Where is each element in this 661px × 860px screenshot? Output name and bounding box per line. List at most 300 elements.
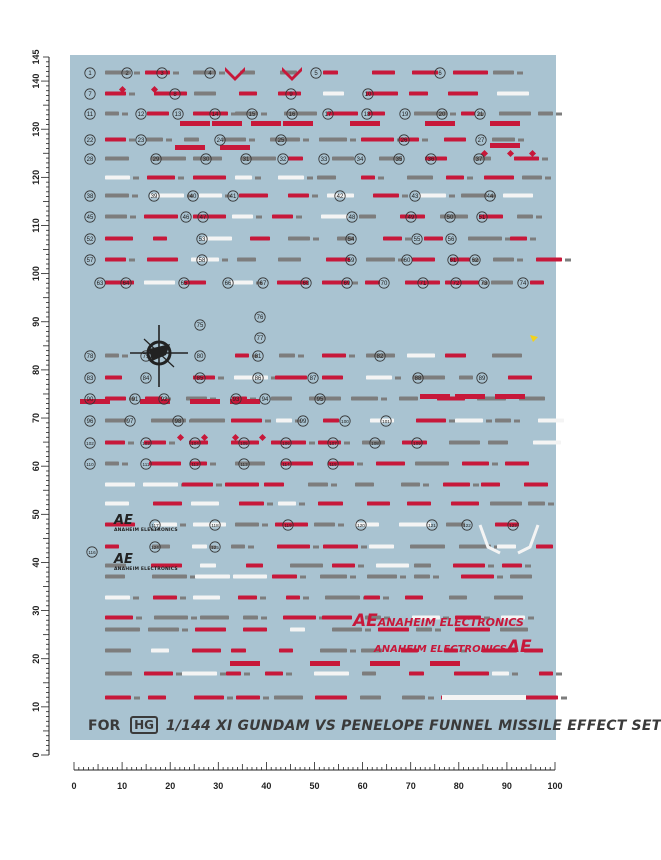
red-band-decal-icon <box>180 121 210 126</box>
red-band-decal-icon <box>490 121 520 126</box>
decal-number-label: 2 <box>125 71 129 78</box>
missile-decal-icon <box>105 575 125 579</box>
missile-decal-icon <box>523 696 558 700</box>
missile-decal-icon <box>134 697 140 700</box>
missile-decal-icon <box>278 258 301 262</box>
ruler-label: 100 <box>31 266 41 282</box>
missile-decal-icon <box>267 503 273 506</box>
missile-decal-icon <box>499 112 531 116</box>
decal-number-label: 14 <box>211 112 219 119</box>
missile-decal-icon <box>542 158 548 161</box>
red-band-decal-icon <box>425 121 455 126</box>
missile-decal-icon <box>220 673 226 676</box>
missile-decal-icon <box>367 575 397 579</box>
ruler-label: 60 <box>31 461 41 472</box>
missile-decal-icon <box>412 258 435 262</box>
decal-number-label: 50 <box>446 215 454 222</box>
decal-number-marker <box>342 278 352 288</box>
missile-decal-icon <box>290 564 323 568</box>
missile-decal-icon <box>286 596 300 600</box>
decal-number-label: 86 <box>254 376 262 383</box>
decal-number-label: 21 <box>476 112 484 119</box>
missile-decal-icon <box>314 523 335 527</box>
missile-decal-icon <box>272 575 297 579</box>
decal-number-label: 103 <box>142 441 150 447</box>
decal-number-marker <box>508 520 518 530</box>
ruler-label: 145 <box>31 49 41 65</box>
missile-decal-icon <box>144 281 175 285</box>
decal-number-marker <box>281 459 291 469</box>
ae-logo-small-2 <box>114 552 178 572</box>
missile-decal-icon <box>524 483 548 487</box>
decal-number-label: 104 <box>191 441 199 447</box>
decal-number-label: 44 <box>486 194 494 201</box>
decal-sheet <box>70 55 661 740</box>
ruler-label: 20 <box>165 781 176 791</box>
missile-decal-icon <box>517 259 523 262</box>
missile-decal-icon <box>548 503 554 506</box>
decal-number-label: 49 <box>407 215 415 222</box>
decal-number-marker <box>412 438 422 448</box>
decal-number-label: 111 <box>142 462 150 468</box>
decal-number-marker <box>381 416 391 426</box>
decal-number-marker <box>85 89 95 99</box>
decal-number-label: 64 <box>122 281 130 288</box>
missile-decal-icon <box>264 483 284 487</box>
missile-decal-icon <box>461 194 487 198</box>
missile-decal-icon <box>317 176 336 180</box>
missile-decal-icon <box>298 355 304 358</box>
decal-number-label: 35 <box>395 157 403 164</box>
missile-decal-icon <box>331 484 337 487</box>
missile-decal-icon <box>243 628 267 632</box>
decal-number-label: 107 <box>329 441 337 447</box>
missile-decal-icon <box>402 195 408 198</box>
missile-decal-icon <box>369 545 394 549</box>
decal-number-marker <box>311 68 321 78</box>
decal-number-label: 39 <box>150 194 158 201</box>
missile-decal-icon <box>296 216 302 219</box>
missile-decal-icon <box>195 575 230 579</box>
missile-decal-icon <box>154 616 188 620</box>
missile-decal-icon <box>182 672 217 676</box>
decal-number-label: 95 <box>316 397 324 404</box>
anaheim-banner-upper-text: ANAHEIM ELECTRONICS <box>377 616 524 629</box>
missile-decal-icon <box>274 696 303 700</box>
decal-number-label: 77 <box>256 336 264 343</box>
ruler-label: 130 <box>31 121 41 137</box>
missile-decal-icon <box>383 237 402 241</box>
missile-decal-icon <box>538 419 564 423</box>
missile-decal-icon <box>180 597 186 600</box>
diamond-decal-icon <box>232 434 239 441</box>
red-band-decal-icon <box>175 145 205 150</box>
missile-decal-icon <box>286 673 292 676</box>
decal-number-label: 97 <box>126 419 134 426</box>
decal-number-label: 99 <box>299 419 307 426</box>
decal-number-label: 60 <box>403 258 411 265</box>
decal-number-label: 113 <box>240 462 248 468</box>
red-band-decal-icon <box>310 661 340 666</box>
missile-decal-icon <box>318 502 343 506</box>
missile-decal-icon <box>449 441 480 445</box>
missile-decal-icon <box>325 596 360 600</box>
missile-decal-icon <box>510 575 532 579</box>
missile-decal-icon <box>533 441 561 445</box>
decal-number-marker <box>355 154 365 164</box>
decal-number-marker <box>136 135 146 145</box>
decal-number-marker <box>301 278 311 288</box>
missile-decal-icon <box>105 194 129 198</box>
decal-number-marker <box>298 416 308 426</box>
missile-decal-icon <box>440 215 468 222</box>
missile-decal-icon <box>222 259 228 262</box>
decal-number-label: 117 <box>151 523 159 529</box>
missile-decal-icon <box>461 575 494 579</box>
missile-decal-icon <box>372 71 395 75</box>
decal-number-marker <box>319 154 329 164</box>
decal-number-label: 46 <box>182 215 190 222</box>
decal-number-label: 23 <box>137 138 145 145</box>
decal-number-label: 88 <box>414 376 422 383</box>
missile-decal-icon <box>195 628 226 632</box>
decal-number-label: 115 <box>329 462 337 468</box>
decal-number-label: 63 <box>96 281 104 288</box>
missile-decal-icon <box>414 575 430 579</box>
decal-number-label: 12 <box>137 112 145 119</box>
missile-decal-icon <box>462 462 489 466</box>
decal-number-marker <box>125 416 135 426</box>
anaheim-banner-upper <box>353 611 524 631</box>
ruler-label: 10 <box>31 701 41 712</box>
missile-decal-icon <box>303 597 309 600</box>
decal-number-marker <box>477 373 487 383</box>
missile-decal-icon <box>149 462 181 466</box>
missile-decal-icon <box>105 112 119 116</box>
decal-number-marker <box>255 312 265 322</box>
red-band-decal-icon <box>251 121 281 126</box>
missile-decal-icon <box>545 177 551 180</box>
decal-number-label: 52 <box>86 237 94 244</box>
missile-decal-icon <box>492 672 509 676</box>
missile-decal-icon <box>249 139 255 142</box>
missile-decal-icon <box>262 524 268 527</box>
decal-number-label: 8 <box>173 92 177 99</box>
missile-decal-icon <box>105 419 127 423</box>
missile-decal-icon <box>239 92 257 96</box>
decal-number-label: 9 <box>289 92 293 99</box>
decal-number-marker <box>181 212 191 222</box>
decal-number-label: 51 <box>478 215 486 222</box>
missile-decal-icon <box>132 195 138 198</box>
decal-number-marker <box>85 373 95 383</box>
decal-number-label: 81 <box>254 354 262 361</box>
missile-decal-icon <box>497 92 529 96</box>
decal-number-marker <box>410 191 420 201</box>
missile-decal-icon <box>361 138 394 142</box>
missile-decal-icon <box>314 672 349 676</box>
missile-decal-icon <box>309 442 315 445</box>
decal-number-marker <box>190 459 200 469</box>
decal-number-marker <box>141 438 151 448</box>
decal-number-label: 56 <box>447 237 455 244</box>
missile-decal-icon <box>313 546 319 549</box>
decal-number-marker <box>85 255 95 265</box>
decal-number-marker <box>427 520 437 530</box>
missile-decal-icon <box>105 258 126 262</box>
missile-decal-icon <box>176 673 182 676</box>
missile-decal-icon <box>512 673 518 676</box>
ruler-label: 0 <box>31 752 41 758</box>
missile-decal-icon <box>153 502 182 506</box>
decal-number-label: 37 <box>475 157 483 164</box>
missile-decal-icon <box>449 596 467 600</box>
missile-decal-icon <box>352 282 358 285</box>
red-band-decal-icon <box>430 661 460 666</box>
vertical-ruler <box>0 0 70 860</box>
decal-number-marker <box>85 68 95 78</box>
missile-decal-icon <box>153 596 177 600</box>
missile-decal-icon <box>344 442 350 445</box>
ruler-label: 30 <box>31 605 41 616</box>
ruler-label: 40 <box>31 557 41 568</box>
missile-decal-icon <box>193 596 220 600</box>
missile-decal-icon <box>445 354 466 358</box>
missile-decal-icon <box>502 564 522 568</box>
missile-decal-icon <box>194 696 224 700</box>
decal-number-label: 101 <box>382 419 390 425</box>
missile-decal-icon <box>136 617 142 620</box>
decal-number-label: 92 <box>160 397 168 404</box>
missile-decal-icon <box>320 575 347 579</box>
missile-decal-icon <box>256 216 262 219</box>
missile-decal-icon <box>152 575 187 579</box>
missile-decal-icon <box>376 564 409 568</box>
decal-number-label: 42 <box>336 194 344 201</box>
missile-decal-icon <box>525 565 531 568</box>
decal-number-label: 61 <box>449 258 457 265</box>
missile-decal-icon <box>488 565 494 568</box>
missile-decal-icon <box>105 502 129 506</box>
missile-decal-icon <box>323 545 358 549</box>
missile-decal-icon <box>443 483 470 487</box>
decal-number-marker <box>281 438 291 448</box>
sheet-footer <box>88 716 661 734</box>
missile-decal-icon <box>323 419 339 423</box>
decal-number-label: 73 <box>480 281 488 288</box>
missile-decal-icon <box>321 215 348 219</box>
missile-decal-icon <box>338 524 344 527</box>
diamond-decal-icon <box>529 150 536 157</box>
missile-decal-icon <box>272 215 293 219</box>
missile-decal-icon <box>182 629 188 632</box>
missile-decal-icon <box>495 419 511 423</box>
missile-decal-icon <box>503 194 533 198</box>
missile-decal-icon <box>210 463 216 466</box>
missile-decal-icon <box>200 564 216 568</box>
missile-decal-icon <box>105 354 119 358</box>
decal-number-label: 70 <box>380 281 388 288</box>
missile-decal-icon <box>484 176 514 180</box>
decal-number-marker <box>255 333 265 343</box>
missile-decal-icon <box>444 138 466 142</box>
missile-decal-icon <box>556 113 562 116</box>
missile-decal-icon <box>514 420 520 423</box>
missile-decal-icon <box>250 237 270 241</box>
missile-decal-icon <box>271 397 292 401</box>
red-band-decal-icon <box>212 121 242 126</box>
decal-number-label: 100 <box>341 419 349 425</box>
bracket-decal-icon <box>480 525 500 553</box>
missile-decal-icon <box>399 397 418 401</box>
missile-decal-icon <box>193 176 226 180</box>
missile-decal-icon <box>424 237 443 241</box>
missile-decal-icon <box>173 72 179 75</box>
red-band-decal-icon <box>495 394 525 399</box>
decal-number-label: 91 <box>131 397 139 404</box>
missile-decal-icon <box>473 484 479 487</box>
missile-decal-icon <box>493 258 514 262</box>
decal-number-label: 89 <box>478 376 486 383</box>
missile-decal-icon <box>148 628 179 632</box>
missile-decal-icon <box>236 696 260 700</box>
decal-number-marker <box>87 547 97 557</box>
missile-decal-icon <box>265 420 271 423</box>
decal-number-marker <box>85 212 95 222</box>
decal-number-label: 66 <box>224 281 232 288</box>
diamond-decal-icon <box>201 434 208 441</box>
missile-decal-icon <box>238 596 257 600</box>
decal-number-label: 123 <box>509 523 517 529</box>
ruler-label: 80 <box>31 364 41 375</box>
missile-decal-icon <box>486 420 492 423</box>
missile-decal-icon <box>405 238 411 241</box>
missile-decal-icon <box>194 92 216 96</box>
decal-number-marker <box>228 191 238 201</box>
decal-number-marker <box>195 320 205 330</box>
missile-decal-icon <box>497 576 503 579</box>
missile-decal-icon <box>143 483 178 487</box>
missile-decal-icon <box>368 112 385 116</box>
missile-decal-icon <box>130 216 136 219</box>
missile-decal-icon <box>290 628 305 632</box>
missile-decal-icon <box>235 523 259 527</box>
missile-decal-icon <box>412 71 438 75</box>
decal-number-marker <box>85 191 95 201</box>
grade-badge: HG <box>130 716 158 734</box>
missile-decal-icon <box>218 377 224 380</box>
missile-decal-icon <box>383 597 389 600</box>
decal-number-label: 32 <box>279 157 287 164</box>
decal-number-label: 85 <box>196 376 204 383</box>
decal-number-marker <box>239 438 249 448</box>
missile-decal-icon <box>422 139 428 142</box>
decal-number-marker <box>85 135 95 145</box>
decal-number-label: 13 <box>174 112 182 119</box>
missile-decal-icon <box>400 576 406 579</box>
missile-decal-icon <box>453 71 488 75</box>
missile-decal-icon <box>231 545 245 549</box>
missile-decal-icon <box>359 215 376 219</box>
decal-number-label: 108 <box>371 441 379 447</box>
decal-number-label: 78 <box>86 354 94 361</box>
missile-decal-icon <box>319 138 347 142</box>
missile-decal-icon <box>263 697 269 700</box>
ruler-label: 30 <box>213 781 224 791</box>
missile-decal-icon <box>105 157 129 161</box>
diamond-decal-icon <box>177 434 184 441</box>
ruler-label: 140 <box>31 73 41 89</box>
decal-number-label: 110 <box>86 462 94 468</box>
missile-decal-icon <box>461 112 475 116</box>
decal-number-label: 67 <box>259 281 267 288</box>
missile-decal-icon <box>467 177 473 180</box>
decal-number-label: 31 <box>242 157 250 164</box>
decal-number-marker <box>476 135 486 145</box>
decal-number-label: 105 <box>240 441 248 447</box>
missile-decal-icon <box>235 354 249 358</box>
decal-number-label: 28 <box>86 157 94 164</box>
decal-number-marker <box>253 351 263 361</box>
missile-decal-icon <box>232 215 253 219</box>
missile-decal-icon <box>365 281 380 285</box>
decal-number-label: 87 <box>309 376 317 383</box>
missile-decal-icon <box>307 177 313 180</box>
decal-number-label: 94 <box>261 397 269 404</box>
decal-number-marker <box>346 255 356 265</box>
ruler-label: 50 <box>31 509 41 520</box>
missile-decal-icon <box>144 215 178 219</box>
decal-number-label: 75 <box>196 323 204 330</box>
missile-decal-icon <box>147 112 169 116</box>
missile-decal-icon <box>401 483 420 487</box>
decal-number-label: 45 <box>86 215 94 222</box>
missile-decal-icon <box>410 545 445 549</box>
missile-decal-icon <box>129 93 135 96</box>
missile-decal-icon <box>166 139 172 142</box>
missile-decal-icon <box>277 545 310 549</box>
striped-decal-icon <box>442 695 526 700</box>
ae-logo-subtitle: ANAHEIM ELECTRONICS <box>114 528 178 533</box>
decal-number-label: 121 <box>428 523 436 529</box>
decal-number-label: 10 <box>364 92 372 99</box>
decal-number-marker <box>260 394 270 404</box>
decal-number-label: 76 <box>256 315 264 322</box>
missile-decal-icon <box>505 462 529 466</box>
missile-decal-icon <box>530 238 536 241</box>
decal-number-marker <box>85 109 95 119</box>
missile-decal-icon <box>376 462 405 466</box>
missile-decal-icon <box>129 259 135 262</box>
decal-number-marker <box>379 278 389 288</box>
decal-number-marker <box>136 109 146 119</box>
missile-decal-icon <box>468 237 502 241</box>
missile-decal-icon <box>364 596 380 600</box>
missile-decal-icon <box>192 545 207 549</box>
missile-decal-icon <box>231 649 246 653</box>
missile-decal-icon <box>323 71 338 75</box>
missile-decal-icon <box>105 176 130 180</box>
missile-decal-icon <box>415 462 449 466</box>
missile-decal-icon <box>182 483 213 487</box>
missile-decal-icon <box>105 616 133 620</box>
decal-number-marker <box>283 520 293 530</box>
missile-decal-icon <box>450 113 456 116</box>
missile-decal-icon <box>320 649 347 653</box>
missile-decal-icon <box>455 419 483 423</box>
missile-decal-icon <box>105 628 140 632</box>
decal-number-marker <box>400 109 410 119</box>
